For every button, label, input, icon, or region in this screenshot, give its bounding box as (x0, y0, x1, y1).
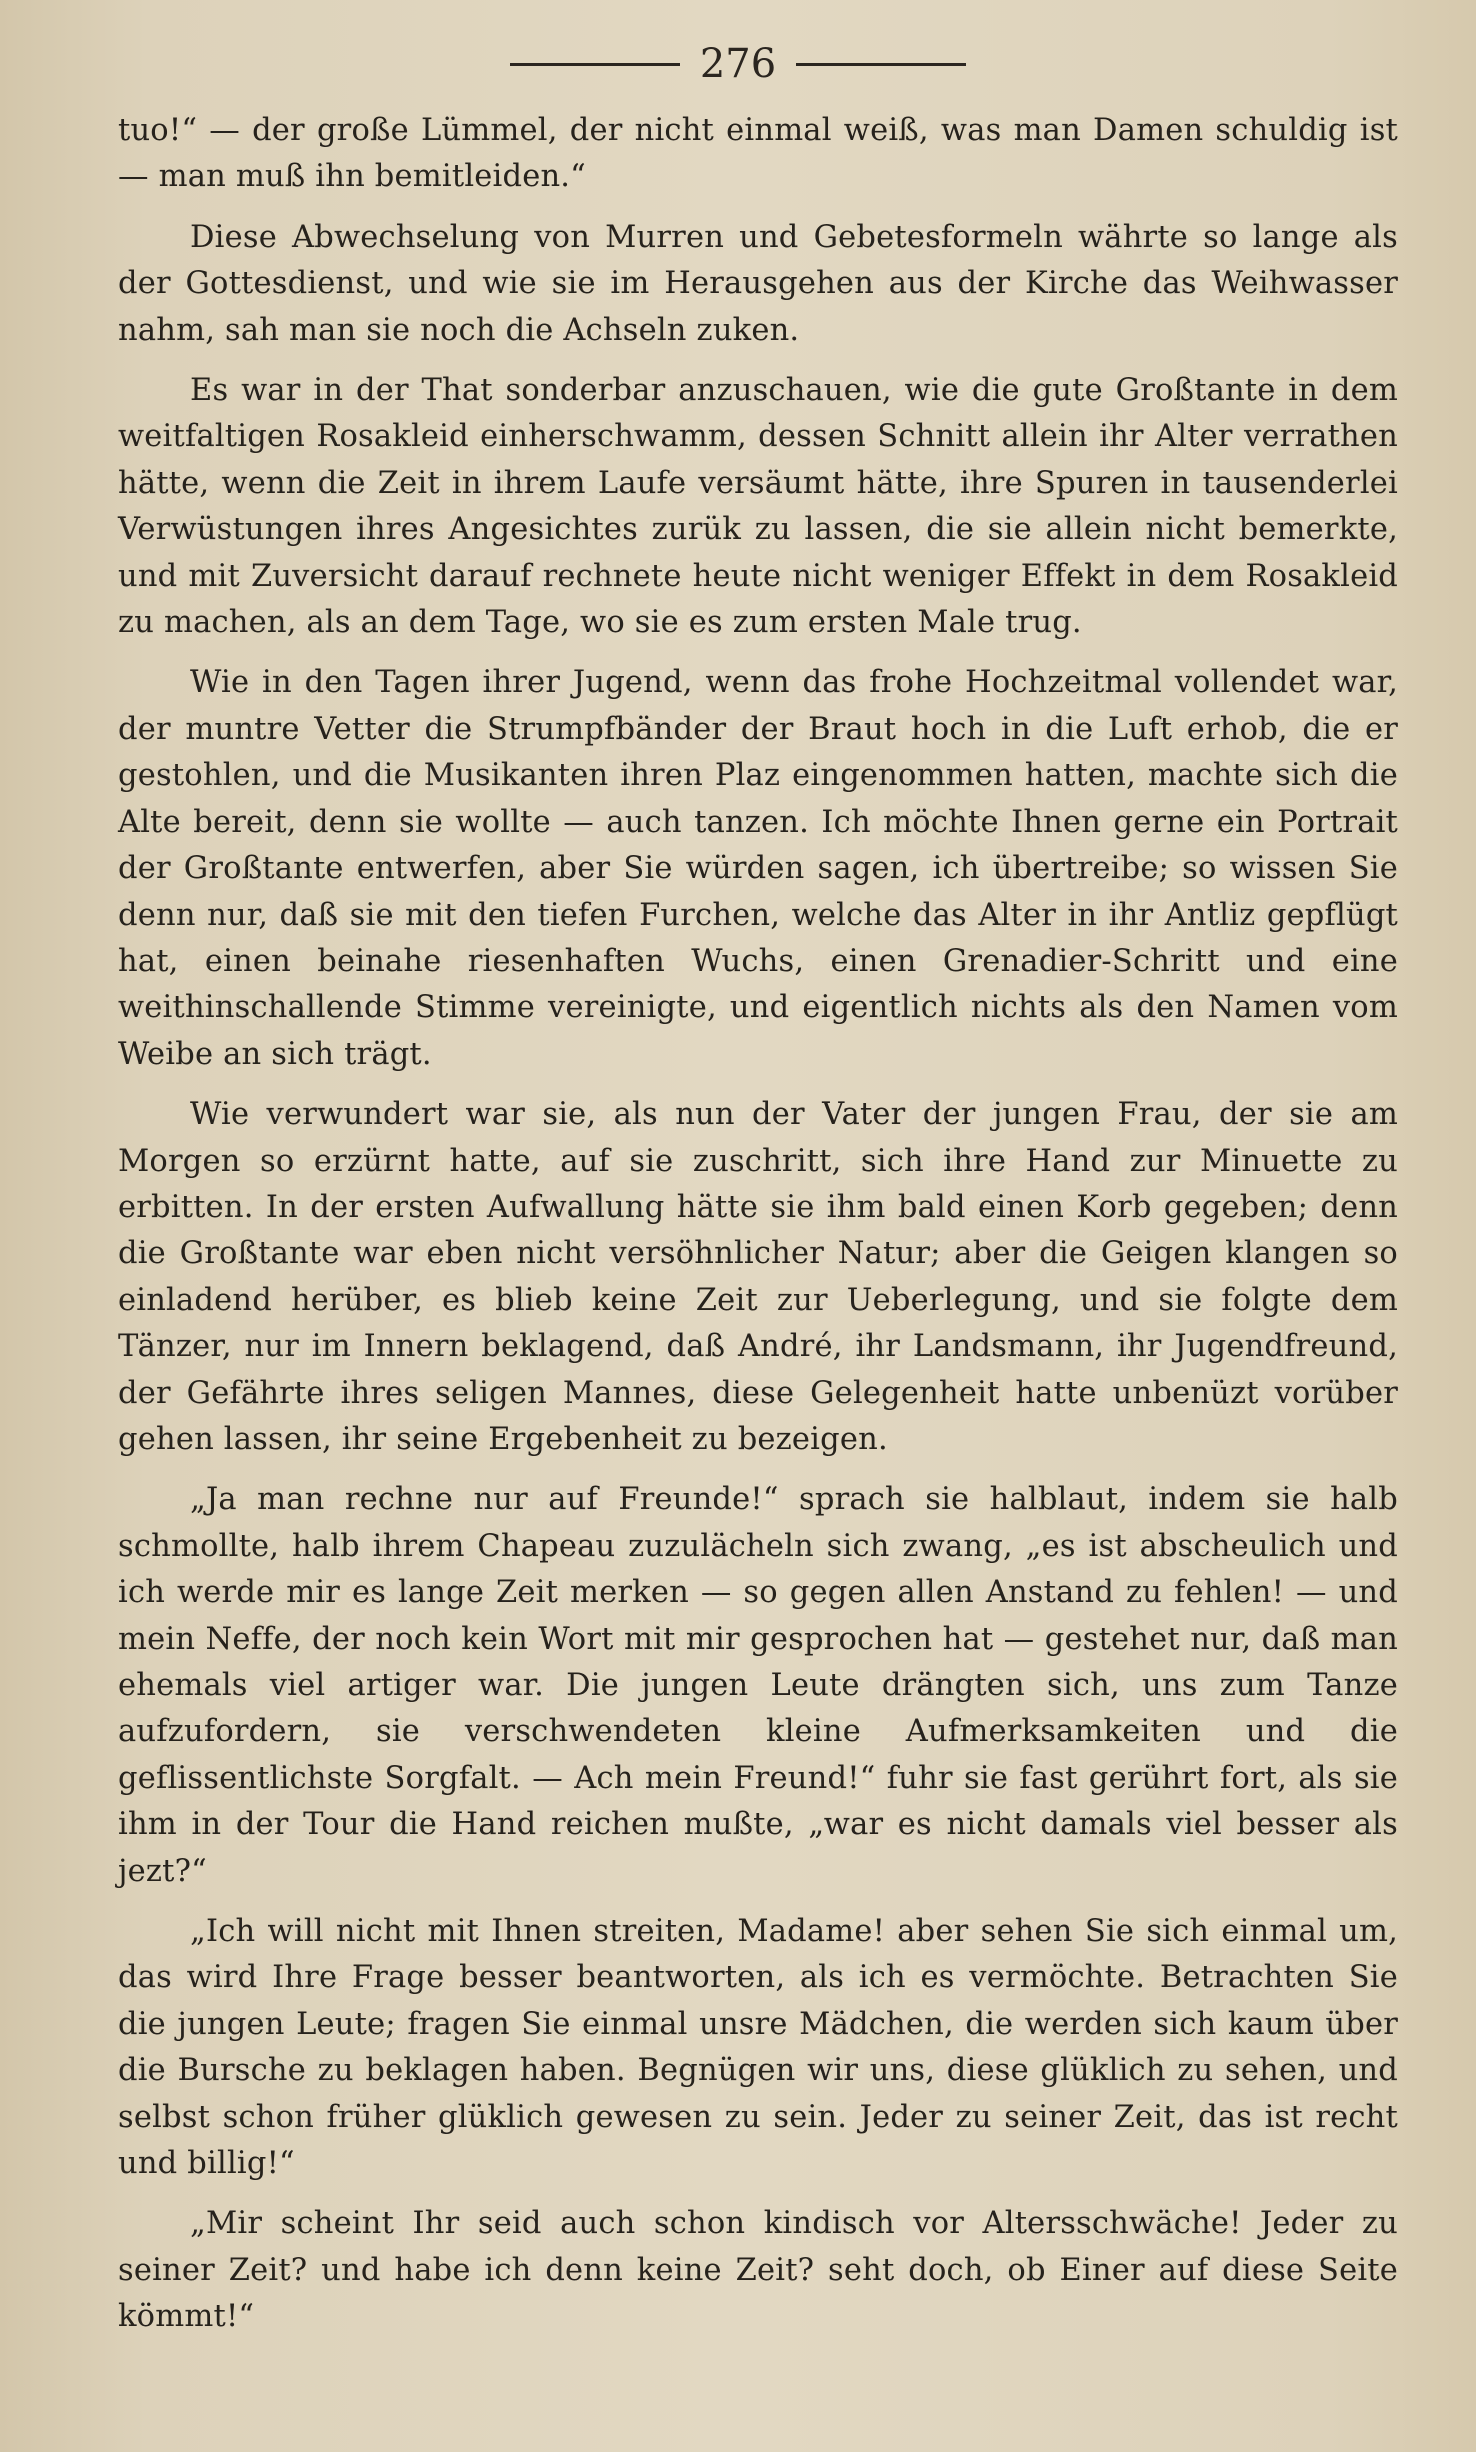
page-header (0, 41, 1476, 87)
paragraph: „Ich will nicht mit Ihnen streiten, Madame! aber sehen Sie sich einmal um, das wird Ihre Frage besser beantworten, als ich es vermöchte. Betrachten Sie die jungen Leute; fragen Sie einmal unsre Mädchen, die werden sich kaum über die Bursche zu beklagen haben. Begnügen wir uns, diese glüklich zu sehen, und selbst schon früher glüklich gewesen zu sein. Jeder zu seiner Zeit, das ist recht und billig!“ (118, 1914, 1398, 2182)
paragraph: Diese Abwechselung von Murren und Gebetesformeln währte so lange als der Gottesdienst, und wie sie im Herausgehen aus der Kirche das Weihwasser nahm, sah man sie noch die Achseln zuken. (118, 219, 1398, 348)
paragraph: „Mir scheint Ihr seid auch schon kindisch vor Altersschwäche! Jeder zu seiner Zeit? und habe ich denn keine Zeit? seht doch, ob Einer auf diese Seite kömmt!“ (118, 2206, 1398, 2335)
body-text (118, 108, 1398, 2355)
paragraph-continuation: tuo!“ — der große Lümmel, der nicht einmal weiß, was man Damen schuldig ist — man muß ihn bemitleiden.“ (118, 113, 1398, 195)
paragraph: Es war in der That sonderbar anzuschauen, wie die gute Großtante in dem weitfaltigen Rosakleid einherschwamm, dessen Schnitt allein ihr Alter verrathen hätte, wenn die Zeit in ihrem Laufe versäumt hätte, ihre Spuren in tausenderlei Verwüstungen ihres Angesichtes zurük zu lassen, die sie allein nicht bemerkte, und mit Zuversicht darauf rechnete heute nicht weniger Effekt in dem Rosakleid zu machen, als an dem Tage, wo sie es zum ersten Male trug. (118, 373, 1398, 641)
page-number: 276 (699, 41, 777, 87)
paragraph: Wie verwundert war sie, als nun der Vater der jungen Frau, der sie am Morgen so erzürnt hatte, auf sie zuschritt, sich ihre Hand zur Minuette zu erbitten. In der ersten Aufwallung hätte sie ihm bald einen Korb gegeben; denn die Großtante war eben nicht versöhnlicher Natur; aber die Geigen klangen so einladend herüber, es blieb keine Zeit zur Ueberlegung, und sie folgte dem Tänzer, nur im Innern beklagend, daß André, ihr Landsmann, ihr Jugendfreund, der Gefährte ihres seligen Mannes, diese Gelegenheit hatte unbenüzt vorüber gehen lassen, ihr seine Ergebenheit zu bezeigen. (118, 1097, 1398, 1457)
header-rule-left (510, 63, 680, 66)
paragraph: „Ja man rechne nur auf Freunde!“ sprach sie halblaut, indem sie halb schmollte, halb ihrem Chapeau zuzulächeln sich zwang, „es ist abscheulich und ich werde mir es lange Zeit merken — so gegen allen Anstand zu fehlen! — und mein Neffe, der noch kein Wort mit mir gesprochen hat — gestehet nur, daß man ehemals viel artiger war. Die jungen Leute drängten sich, uns zum Tanze aufzufordern, sie verschwendeten kleine Aufmerksamkeiten und die geflissentlichste Sorgfalt. — Ach mein Freund!“ fuhr sie fast gerührt fort, als sie ihm in der Tour die Hand reichen mußte, „war es nicht damals viel besser als jezt?“ (118, 1482, 1398, 1889)
paragraph: Wie in den Tagen ihrer Jugend, wenn das frohe Hochzeitmal vollendet war, der muntre Vetter die Strumpfbänder der Braut hoch in die Luft erhob, die er gestohlen, und die Musikanten ihren Plaz eingenommen hatten, machte sich die Alte bereit, denn sie wollte — auch tanzen. Ich möchte Ihnen gerne ein Portrait der Großtante entwerfen, aber Sie würden sagen, ich übertreibe; so wissen Sie denn nur, daß sie mit den tiefen Furchen, welche das Alter in ihr Antliz gepflügt hat, einen beinahe riesenhaften Wuchs, einen Grenadier-Schritt und eine weithinschallende Stimme vereinigte, und eigentlich nichts als den Namen vom Weibe an sich trägt. (118, 665, 1398, 1072)
header-rule-right (796, 63, 966, 66)
